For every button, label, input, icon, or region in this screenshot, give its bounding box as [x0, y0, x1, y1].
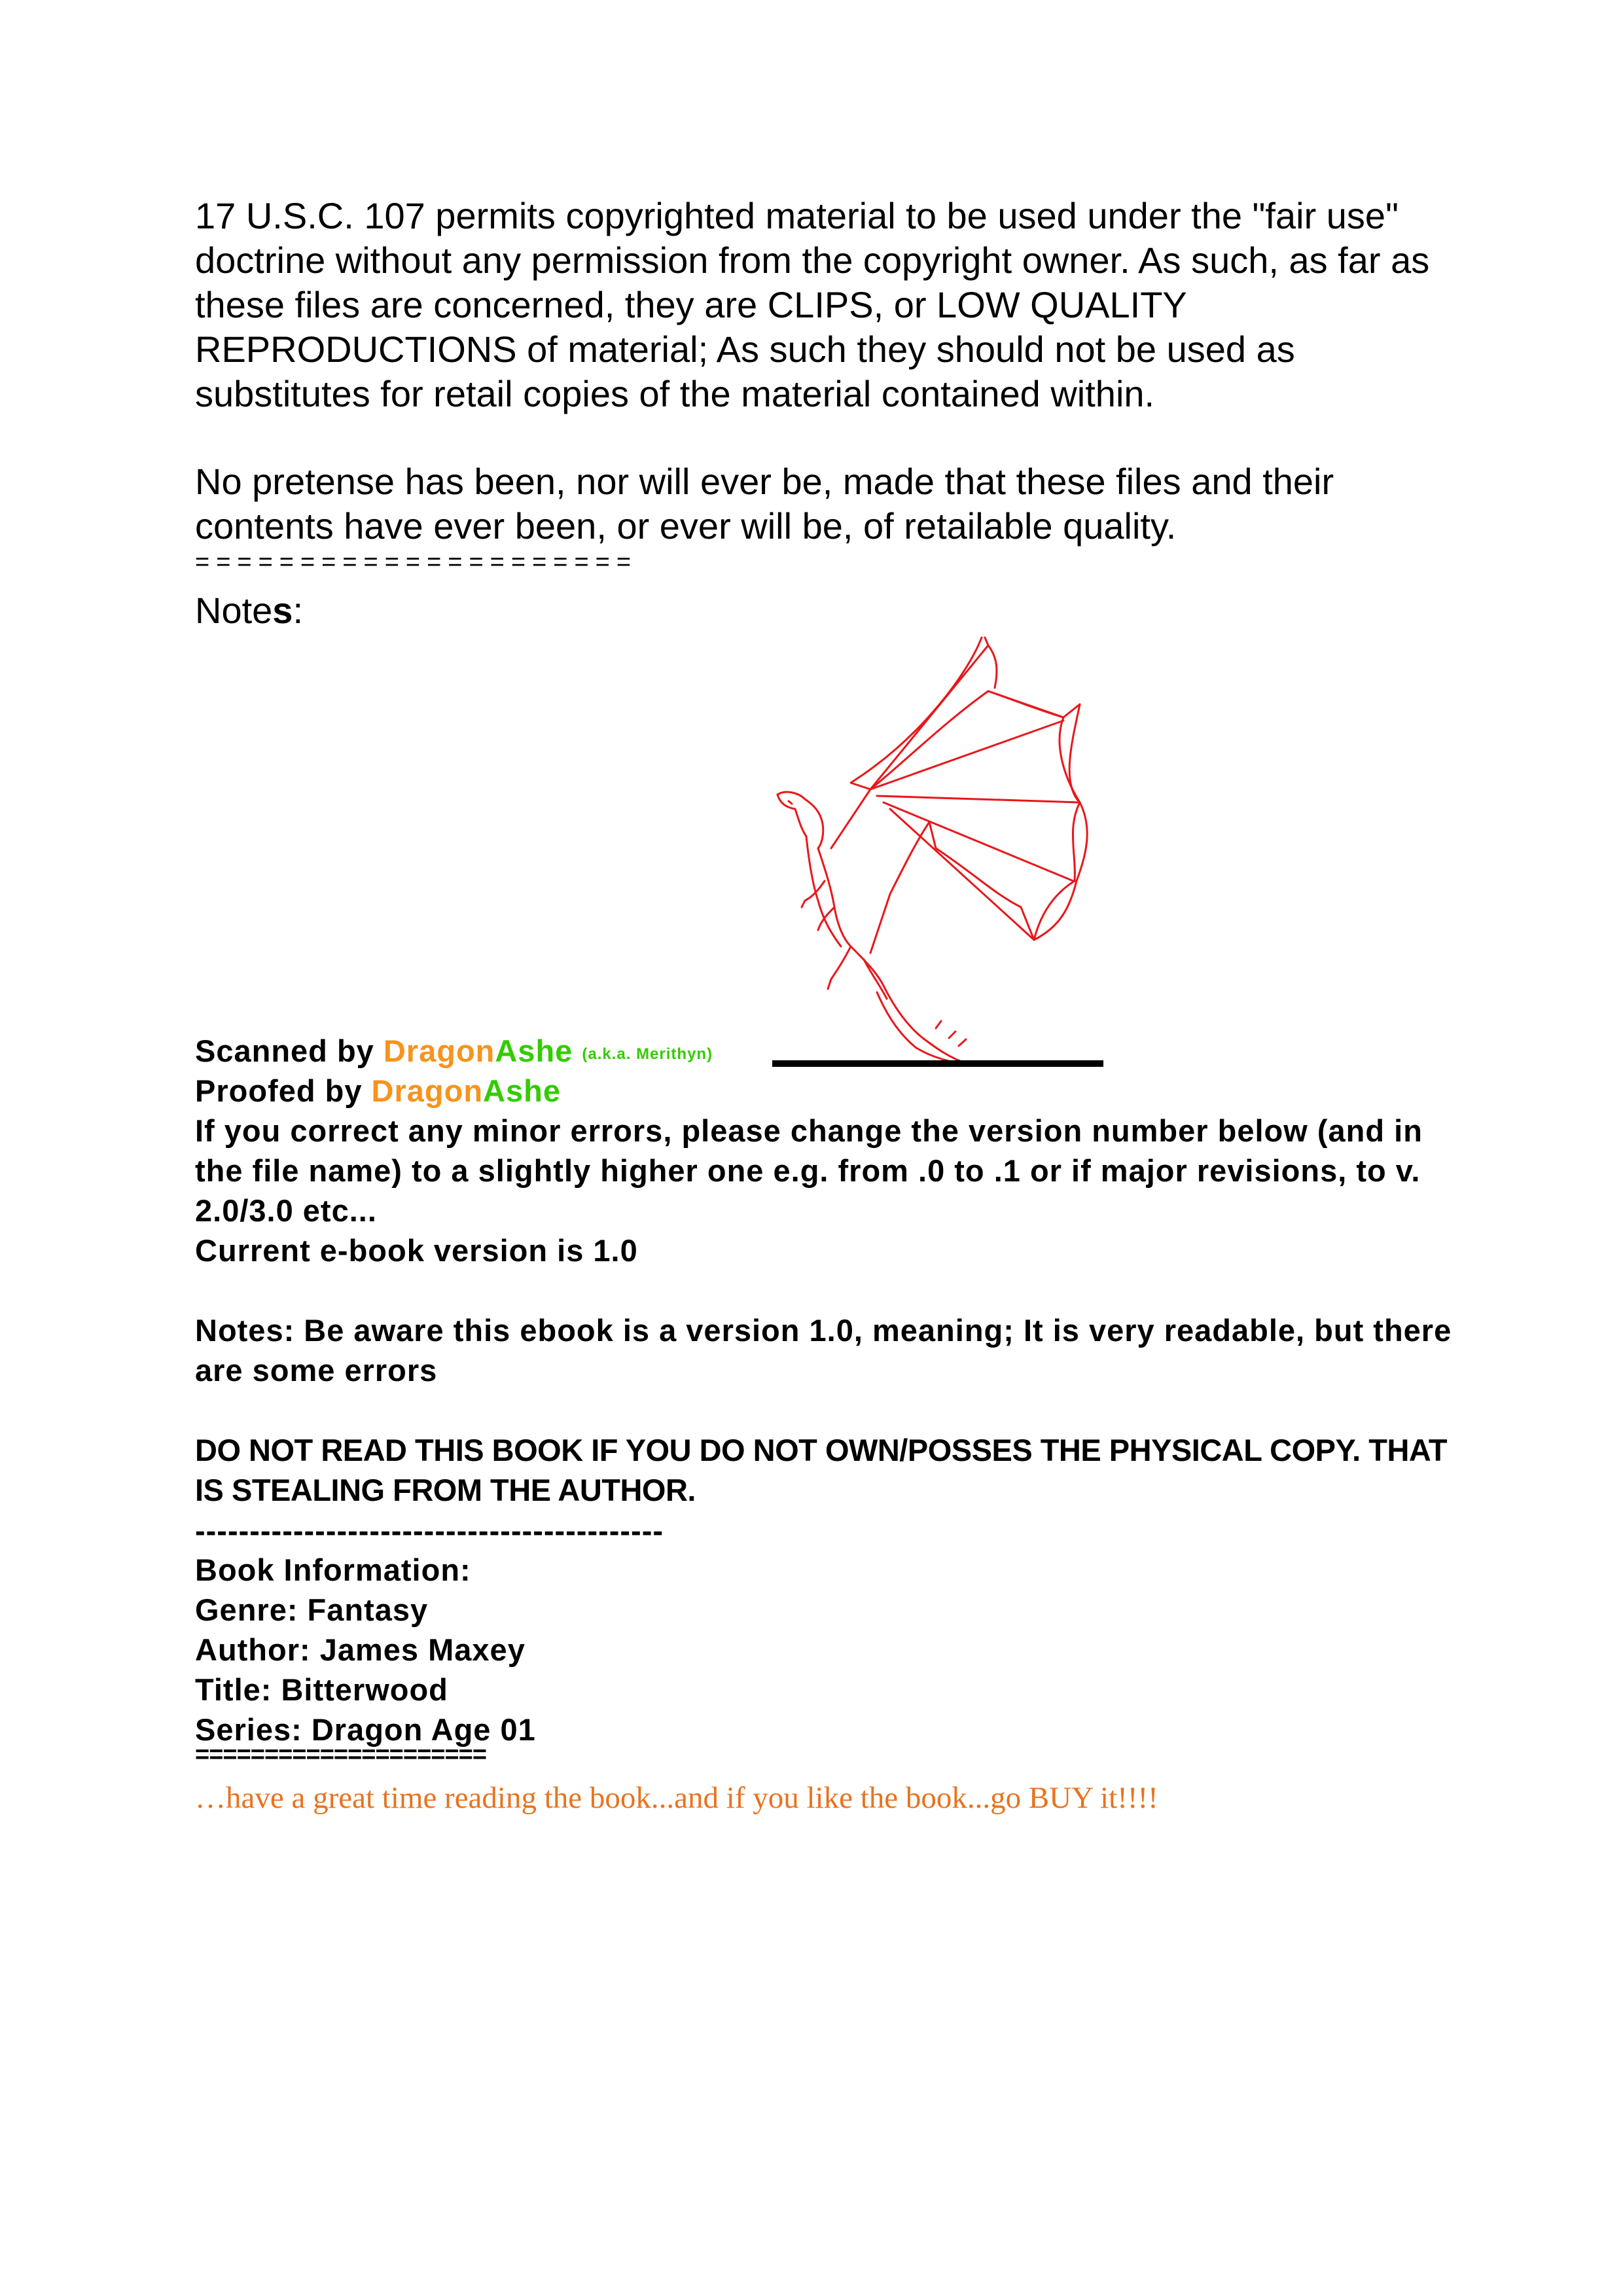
scanned-by-line — [195, 1031, 713, 1074]
notes-heading-colon: : — [293, 590, 304, 631]
book-info-heading: Book Information: — [195, 1552, 471, 1587]
dragon-illustration — [772, 632, 1103, 1067]
proofed-by-line — [195, 1071, 561, 1111]
credit-name-part-2: Ashe — [495, 1033, 573, 1068]
aka-label: (a.k.a. Merithyn) — [582, 1045, 713, 1063]
book-title: Title: Bitterwood — [195, 1672, 448, 1707]
notes-heading — [195, 589, 303, 632]
version-notes: Notes: Be aware this ebook is a version 1.0, meaning; It is very readable, but there are some errors — [195, 1313, 1452, 1388]
quality-disclaimer-paragraph: No pretense has been, nor will ever be, made that these files and their contents have ever been, or ever will be, of retailable quality. — [195, 461, 1334, 547]
book-genre: Genre: Fantasy — [195, 1592, 429, 1627]
book-series: Series: Dragon Age 01 — [195, 1712, 536, 1747]
notes-heading-bold: s — [272, 590, 293, 631]
credit-name-part-1: Dragon — [383, 1033, 495, 1068]
proofer-name-part-1: Dragon — [371, 1073, 484, 1108]
proofer-name-part-2: Ashe — [483, 1073, 561, 1108]
current-version-line: Current e-book version is 1.0 — [195, 1233, 638, 1268]
dashed-separator: ------------------------------------------- — [195, 1513, 664, 1548]
piracy-warning: DO NOT READ THIS BOOK IF YOU DO NOT OWN/POSSES THE PHYSICAL COPY. THAT IS STEALING FROM THE AUTHOR. — [195, 1433, 1448, 1507]
book-author: Author: James Maxey — [195, 1632, 526, 1667]
version-correction-note: If you correct any minor errors, please change the version number below (and in the file name) to a slightly higher one e.g. from .0 to .1 or if major revisions, to v. 2.0/3.0 etc... — [195, 1113, 1423, 1228]
notes-heading-plain: Note — [195, 590, 273, 631]
dragon-icon — [772, 632, 1103, 1067]
closing-rule: ===================== — [195, 1741, 487, 1768]
fair-use-paragraph: 17 U.S.C. 107 permits copyrighted material to be used under the "fair use" doctrine without any permission from the copyright owner. As such, as far as these files are concerned, they are CLIPS, or LOW QUALITY REPRODUCTIONS of material; As such they should not be used as substitutes for retail copies of the material contained within. — [195, 195, 1430, 414]
closing-message: …have a great time reading the book...and if you like the book...go BUY it!!!! — [195, 1781, 1158, 1815]
scanned-by-label: Scanned by — [195, 1033, 383, 1068]
image-baseline-divider — [772, 1060, 1103, 1067]
proofed-by-label: Proofed by — [195, 1073, 372, 1108]
separator-rule: ===================== — [195, 548, 638, 576]
